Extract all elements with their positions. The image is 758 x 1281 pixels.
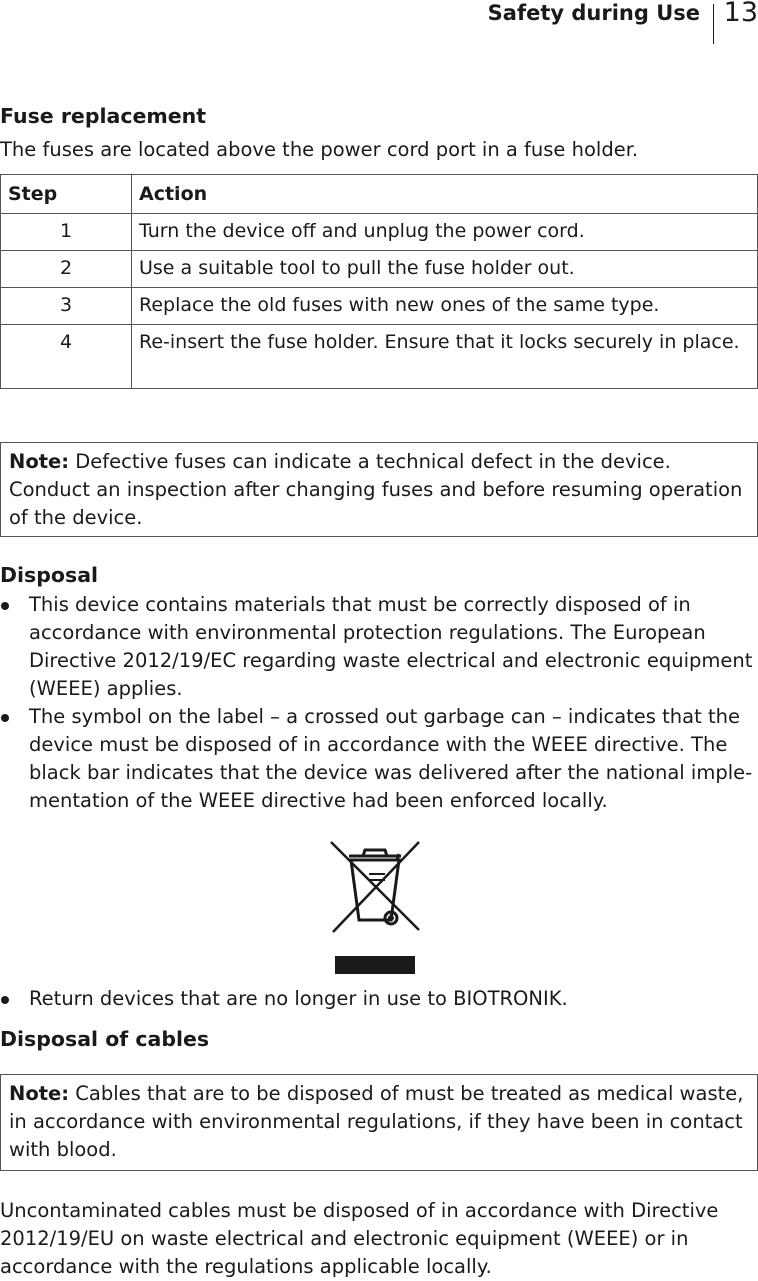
step-action: Re-insert the fuse holder. Ensure that it locks securely in place. [132,325,758,389]
note-text: Defective fuses can indicate a technical defect in the device. Conduct an inspection after changing fuses and before resuming operation of the device. [9,450,743,529]
table-row [1,288,758,325]
cables-heading: Disposal of cables [0,1027,210,1051]
step-number: 1 [1,214,132,251]
table-row [1,214,758,251]
fuse-heading: Fuse replacement [0,104,207,128]
note-label: Note: [9,1082,70,1105]
section-title: Safety during Use [487,1,700,25]
list-item: The symbol on the label – a crossed out garbage can – indicates that the device must be disposed of in accordance with the WEEE directive. The black bar indicates that the device was delivered after the national imple-mentation of the WEEE directive had been enforced locally. [0,703,758,815]
table-row [1,251,758,288]
list-item: Return devices that are no longer in use to BIOTRONIK. [0,985,758,1013]
table-row [1,325,758,389]
col-step-header: Step [1,175,132,214]
note-text: Cables that are to be disposed of must be treated as medical waste, in accordance with environmental regulations, if they have been in contact with blood. [9,1082,744,1161]
step-action: Use a suitable tool to pull the fuse holder out. [132,251,758,288]
cables-note-box [0,1074,758,1171]
return-bullet-list [0,985,758,1013]
fuse-note-box [0,442,758,537]
cables-paragraph: Uncontaminated cables must be disposed of in accordance with Directive 2012/19/EU on waste electrical and electronic equipment (WEEE) or in accordance with the regulations applicable locally. [0,1199,719,1278]
page-number: 13 [723,0,758,28]
step-action: Turn the device off and unplug the power cord. [132,214,758,251]
step-number: 3 [1,288,132,325]
list-item: This device contains materials that must be correctly disposed of in accordance with environmental protection regulations. The European Directive 2012/19/EC regarding waste electrical and electronic equipment (WEEE) applies. [0,591,758,703]
page-header [458,0,758,46]
step-number: 2 [1,251,132,288]
weee-black-bar [335,956,415,974]
header-divider [713,4,714,44]
disposal-heading: Disposal [0,563,99,587]
col-action-header: Action [132,175,758,214]
fuse-intro: The fuses are located above the power cord port in a fuse holder. [0,138,639,161]
disposal-bullet-list [0,591,758,815]
note-label: Note: [9,450,70,473]
step-number: 4 [1,325,132,389]
table-header-row [1,175,758,214]
step-action: Replace the old fuses with new ones of the same type. [132,288,758,325]
weee-crossed-out-bin-icon [329,838,421,974]
fuse-steps-table [0,174,758,389]
